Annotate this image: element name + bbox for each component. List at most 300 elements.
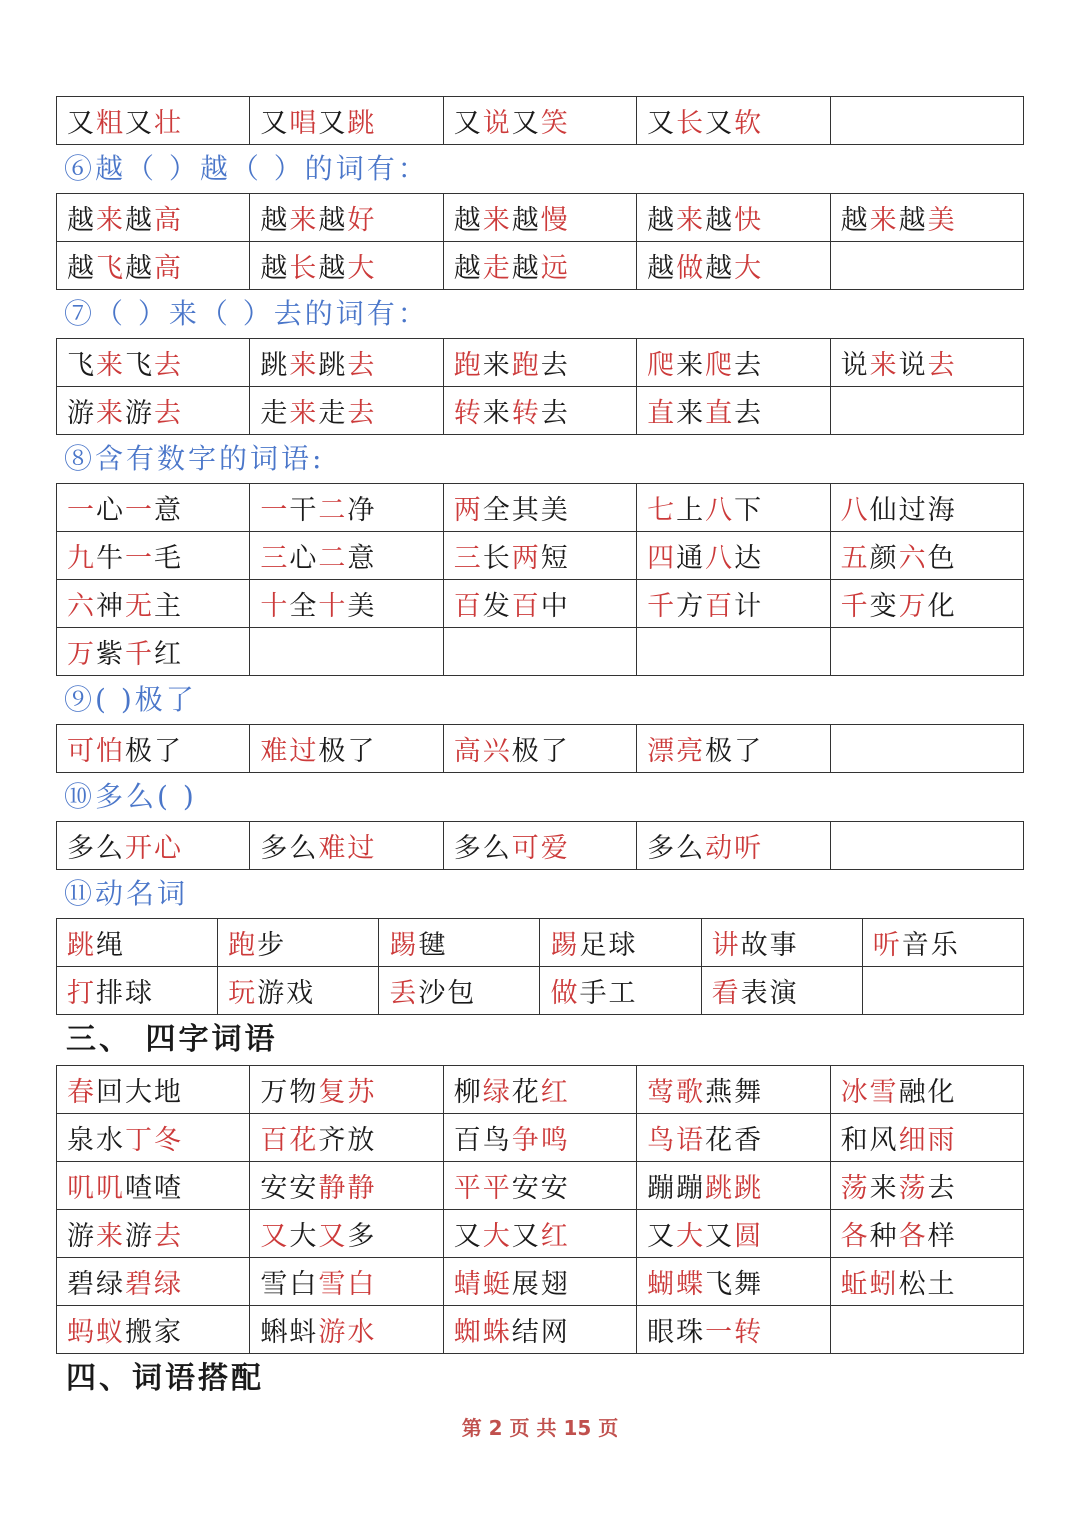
highlighted-chars: 跳跳	[705, 1173, 764, 1204]
highlighted-chars: 各	[840, 1221, 870, 1252]
table-row	[57, 532, 1024, 580]
highlighted-chars: 百	[453, 591, 483, 622]
plain-chars: 中	[540, 591, 570, 622]
word-table	[56, 724, 1024, 773]
highlighted-chars: 可怕	[67, 736, 125, 767]
highlighted-chars: 去	[927, 350, 957, 381]
highlighted-chars: 来	[289, 398, 319, 429]
plain-chars: 安安	[511, 1173, 570, 1204]
word-cell	[57, 532, 250, 580]
plain-chars: 海	[927, 495, 957, 526]
word-cell	[637, 822, 830, 870]
plain-chars: 松土	[898, 1269, 957, 1300]
highlighted-chars: 三	[260, 543, 290, 574]
highlighted-chars: 走	[482, 253, 512, 284]
word-cell	[443, 725, 636, 773]
plain-chars: 越	[647, 205, 677, 236]
highlighted-chars: 说	[482, 108, 512, 139]
highlighted-chars: 碧绿	[125, 1269, 183, 1300]
word-cell	[250, 339, 443, 387]
word-cell	[637, 1306, 830, 1354]
highlighted-chars: 复苏	[318, 1077, 377, 1108]
plain-chars: 净	[347, 495, 377, 526]
highlighted-chars: 来	[289, 205, 319, 236]
plain-chars: 越	[705, 253, 735, 284]
word-cell	[443, 242, 636, 290]
category-heading: ⑧含有数字的词语:	[64, 442, 325, 475]
highlighted-chars: 飞	[96, 253, 125, 284]
highlighted-chars: 来	[869, 350, 899, 381]
plain-chars: 越	[705, 205, 735, 236]
table-row	[57, 1162, 1024, 1210]
highlighted-chars: 直	[647, 398, 677, 429]
highlighted-chars: 十	[260, 591, 290, 622]
highlighted-chars: 高兴	[453, 736, 512, 767]
plain-chars: 意	[347, 543, 377, 574]
plain-chars: 牛	[96, 543, 125, 574]
highlighted-chars: 雪白	[318, 1269, 377, 1300]
plain-chars: 又	[125, 108, 154, 139]
table-row	[57, 1258, 1024, 1306]
plain-chars: 越	[67, 205, 96, 236]
highlighted-chars: 打	[67, 978, 96, 1009]
highlighted-chars: 争鸣	[511, 1125, 570, 1156]
word-cell	[250, 1258, 443, 1306]
word-cell	[57, 1306, 250, 1354]
plain-chars: 花	[511, 1077, 541, 1108]
highlighted-chars: 红	[540, 1221, 570, 1252]
plain-chars: 又	[511, 1221, 541, 1252]
category-heading: ⑨( )极了	[64, 683, 197, 716]
word-cell	[540, 967, 701, 1015]
table-row	[57, 1306, 1024, 1354]
highlighted-chars: 万	[898, 591, 928, 622]
plain-chars: 排球	[96, 978, 154, 1009]
highlighted-chars: 来	[676, 205, 706, 236]
plain-chars: 越	[453, 253, 483, 284]
plain-chars: 色	[927, 543, 957, 574]
highlighted-chars: 来	[482, 205, 512, 236]
plain-chars: 融化	[898, 1077, 957, 1108]
plain-chars: 越	[511, 205, 541, 236]
plain-chars: 神	[96, 591, 125, 622]
highlighted-chars: 荡	[898, 1173, 928, 1204]
highlighted-chars: 又	[260, 1221, 290, 1252]
word-cell	[250, 1162, 443, 1210]
plain-chars: 回大地	[96, 1077, 183, 1108]
highlighted-chars: 来	[96, 1221, 125, 1252]
highlighted-chars: 讲	[711, 930, 741, 961]
highlighted-chars: 踢	[550, 930, 580, 961]
plain-chars: 越	[840, 205, 870, 236]
word-cell	[250, 387, 443, 435]
table-row	[57, 242, 1024, 290]
category-heading: ⑥越（ ）越（ ）的词有：	[64, 152, 429, 185]
category-heading: ⑪动名词	[64, 877, 189, 910]
plain-chars: 去	[734, 350, 764, 381]
highlighted-chars: 爬	[705, 350, 735, 381]
word-cell	[443, 97, 636, 145]
highlighted-chars: 二	[318, 543, 348, 574]
highlighted-chars: 大	[482, 1221, 512, 1252]
plain-chars: 多么	[453, 833, 512, 864]
highlighted-chars: 去	[154, 1221, 183, 1252]
word-table	[56, 821, 1024, 870]
highlighted-chars: 一	[260, 495, 290, 526]
highlighted-chars: 蝴蝶	[647, 1269, 706, 1300]
word-cell	[637, 194, 830, 242]
word-table	[56, 193, 1024, 290]
table-row	[57, 1210, 1024, 1258]
plain-chars: 又	[260, 108, 290, 139]
highlighted-chars: 快	[734, 205, 764, 236]
highlighted-chars: 来	[869, 205, 899, 236]
plain-chars: 仙	[869, 495, 899, 526]
section-heading: 四、词语搭配	[66, 1361, 264, 1396]
highlighted-chars: 看	[711, 978, 741, 1009]
plain-chars: 说	[840, 350, 870, 381]
plain-chars: 安安	[260, 1173, 319, 1204]
highlighted-chars: 开心	[125, 833, 183, 864]
highlighted-chars: 十	[318, 591, 348, 622]
plain-chars: 越	[67, 253, 96, 284]
table-row	[57, 580, 1024, 628]
plain-chars: 又	[647, 108, 677, 139]
plain-chars: 又	[511, 108, 541, 139]
plain-chars: 多么	[260, 833, 319, 864]
highlighted-chars: 长	[676, 108, 706, 139]
highlighted-chars: 漂亮	[647, 736, 706, 767]
word-cell	[862, 967, 1023, 1015]
plain-chars: 达	[734, 543, 764, 574]
plain-chars: 又	[647, 1221, 677, 1252]
plain-chars: 又	[453, 1221, 483, 1252]
plain-chars: 走	[318, 398, 348, 429]
word-cell	[250, 1114, 443, 1162]
plain-chars: 去	[540, 398, 570, 429]
highlighted-chars: 笑	[540, 108, 570, 139]
document-page	[56, 96, 1024, 1404]
highlighted-chars: 难过	[318, 833, 377, 864]
highlighted-chars: 四	[647, 543, 677, 574]
highlighted-chars: 转	[511, 398, 541, 429]
word-table	[56, 483, 1024, 676]
word-cell	[830, 484, 1023, 532]
highlighted-chars: 高	[154, 205, 183, 236]
word-cell	[637, 242, 830, 290]
plain-chars: 百鸟	[453, 1125, 512, 1156]
plain-chars: 越	[125, 205, 154, 236]
table-row	[57, 1114, 1024, 1162]
highlighted-chars: 蚂蚁	[67, 1317, 125, 1348]
plain-chars: 又	[318, 108, 348, 139]
highlighted-chars: 九	[67, 543, 96, 574]
plain-chars: 越	[318, 253, 348, 284]
word-cell	[862, 919, 1023, 967]
highlighted-chars: 跑	[511, 350, 541, 381]
word-cell	[443, 339, 636, 387]
plain-chars: 极了	[125, 736, 183, 767]
plain-chars: 游	[67, 398, 96, 429]
plain-chars: 种	[869, 1221, 899, 1252]
table-row	[57, 339, 1024, 387]
plain-chars: 越	[260, 253, 290, 284]
plain-chars: 多么	[67, 833, 125, 864]
empty-cell	[830, 822, 1023, 870]
word-cell	[218, 919, 379, 967]
plain-chars: 绳	[96, 930, 125, 961]
plain-chars: 说	[898, 350, 928, 381]
word-cell	[250, 194, 443, 242]
plain-chars: 越	[511, 253, 541, 284]
plain-chars: 游	[125, 398, 154, 429]
highlighted-chars: 爬	[647, 350, 677, 381]
word-cell	[57, 725, 250, 773]
plain-chars: 游	[125, 1221, 154, 1252]
word-cell	[250, 1306, 443, 1354]
plain-chars: 又	[453, 108, 483, 139]
highlighted-chars: 粗	[96, 108, 125, 139]
word-cell	[250, 242, 443, 290]
highlighted-chars: 大	[734, 253, 764, 284]
highlighted-chars: 七	[647, 495, 677, 526]
word-cell	[250, 532, 443, 580]
word-cell	[57, 1258, 250, 1306]
highlighted-chars: 来	[96, 205, 125, 236]
plain-chars: 搬家	[125, 1317, 183, 1348]
word-table	[56, 338, 1024, 435]
highlighted-chars: 叽叽	[67, 1173, 125, 1204]
plain-chars: 泉水	[67, 1125, 125, 1156]
plain-chars: 来	[676, 398, 706, 429]
highlighted-chars: 可爱	[511, 833, 570, 864]
word-cell	[57, 484, 250, 532]
highlighted-chars: 慢	[540, 205, 570, 236]
plain-chars: 柳	[453, 1077, 483, 1108]
word-cell	[637, 725, 830, 773]
highlighted-chars: 软	[734, 108, 764, 139]
highlighted-chars: 远	[540, 253, 570, 284]
highlighted-chars: 冰雪	[840, 1077, 899, 1108]
word-cell	[830, 1162, 1023, 1210]
plain-chars: 又	[67, 108, 96, 139]
plain-chars: 去	[540, 350, 570, 381]
empty-cell	[830, 725, 1023, 773]
highlighted-chars: 静静	[318, 1173, 377, 1204]
highlighted-chars: 春	[67, 1077, 96, 1108]
table-row	[57, 1066, 1024, 1114]
word-cell	[250, 1066, 443, 1114]
word-cell	[443, 1114, 636, 1162]
word-cell	[57, 194, 250, 242]
plain-chars: 结网	[511, 1317, 570, 1348]
highlighted-chars: 又	[318, 1221, 348, 1252]
table-row	[57, 967, 1024, 1015]
section-heading: 三、 四字词语	[66, 1022, 278, 1057]
plain-chars: 碧绿	[67, 1269, 125, 1300]
plain-chars: 毛	[154, 543, 183, 574]
word-cell	[57, 1066, 250, 1114]
word-cell	[379, 967, 540, 1015]
plain-chars: 大	[289, 1221, 319, 1252]
word-cell	[250, 97, 443, 145]
word-cell	[250, 1210, 443, 1258]
plain-chars: 走	[260, 398, 290, 429]
word-cell	[830, 1210, 1023, 1258]
plain-chars: 游	[67, 1221, 96, 1252]
highlighted-chars: 来	[96, 398, 125, 429]
plain-chars: 越	[125, 253, 154, 284]
plain-chars: 多么	[647, 833, 706, 864]
plain-chars: 主	[154, 591, 183, 622]
highlighted-chars: 丢	[389, 978, 419, 1009]
highlighted-chars: 无	[125, 591, 154, 622]
plain-chars: 沙包	[418, 978, 477, 1009]
word-cell	[250, 822, 443, 870]
highlighted-chars: 去	[154, 398, 183, 429]
plain-chars: 化	[927, 591, 957, 622]
plain-chars: 其	[511, 495, 541, 526]
highlighted-chars: 八	[840, 495, 870, 526]
highlighted-chars: 一	[125, 495, 154, 526]
highlighted-chars: 五	[840, 543, 870, 574]
table-row	[57, 822, 1024, 870]
plain-chars: 齐放	[318, 1125, 377, 1156]
plain-chars: 心	[289, 543, 319, 574]
plain-chars: 又	[705, 1221, 735, 1252]
highlighted-chars: 转	[453, 398, 483, 429]
highlighted-chars: 去	[347, 398, 377, 429]
word-cell	[830, 1114, 1023, 1162]
highlighted-chars: 直	[705, 398, 735, 429]
highlighted-chars: 莺歌	[647, 1077, 706, 1108]
highlighted-chars: 跳	[347, 108, 377, 139]
plain-chars: 燕舞	[705, 1077, 764, 1108]
plain-chars: 万物	[260, 1077, 319, 1108]
word-cell	[57, 967, 218, 1015]
word-cell	[637, 1258, 830, 1306]
highlighted-chars: 荡	[840, 1173, 870, 1204]
highlighted-chars: 高	[154, 253, 183, 284]
highlighted-chars: 平平	[453, 1173, 512, 1204]
plain-chars: 去	[734, 398, 764, 429]
highlighted-chars: 万	[67, 639, 96, 670]
word-cell	[218, 967, 379, 1015]
plain-chars: 跳	[260, 350, 290, 381]
table-row	[57, 725, 1024, 773]
table-row	[57, 387, 1024, 435]
plain-chars: 颜	[869, 543, 899, 574]
word-cell	[830, 97, 1023, 145]
highlighted-chars: 唱	[289, 108, 319, 139]
plain-chars: 全	[289, 591, 319, 622]
highlighted-chars: 蚯蚓	[840, 1269, 899, 1300]
highlighted-chars: 绿	[482, 1077, 512, 1108]
highlighted-chars: 来	[96, 350, 125, 381]
word-cell	[443, 532, 636, 580]
word-cell	[637, 628, 830, 676]
word-cell	[701, 967, 862, 1015]
word-cell	[57, 580, 250, 628]
plain-chars: 短	[540, 543, 570, 574]
category-heading: ⑦（ ）来（ ）去的词有：	[64, 297, 429, 330]
plain-chars: 音乐	[901, 930, 960, 961]
word-cell	[57, 97, 250, 145]
word-cell	[443, 580, 636, 628]
highlighted-chars: 百	[705, 591, 735, 622]
plain-chars: 游戏	[257, 978, 316, 1009]
plain-chars: 足球	[579, 930, 638, 961]
highlighted-chars: 去	[154, 350, 183, 381]
table-row	[57, 484, 1024, 532]
word-cell	[637, 387, 830, 435]
plain-chars: 心	[96, 495, 125, 526]
word-cell	[637, 580, 830, 628]
word-cell	[57, 1114, 250, 1162]
table-row	[57, 97, 1024, 145]
word-cell	[250, 725, 443, 773]
plain-chars: 雪白	[260, 1269, 319, 1300]
plain-chars: 跳	[318, 350, 348, 381]
highlighted-chars: 八	[705, 495, 735, 526]
word-cell	[830, 1258, 1023, 1306]
highlighted-chars: 鸟语	[647, 1125, 706, 1156]
word-cell	[443, 1066, 636, 1114]
highlighted-chars: 跳	[67, 930, 96, 961]
plain-chars: 红	[154, 639, 183, 670]
plain-chars: 飞舞	[705, 1269, 764, 1300]
highlighted-chars: 千	[125, 639, 154, 670]
highlighted-chars: 壮	[154, 108, 183, 139]
plain-chars: 越	[898, 205, 928, 236]
plain-chars: 花香	[705, 1125, 764, 1156]
plain-chars: 展翅	[511, 1269, 570, 1300]
plain-chars: 上	[676, 495, 706, 526]
plain-chars: 意	[154, 495, 183, 526]
plain-chars: 通	[676, 543, 706, 574]
word-cell	[443, 194, 636, 242]
plain-chars: 蹦蹦	[647, 1173, 706, 1204]
word-cell	[57, 387, 250, 435]
highlighted-chars: 难过	[260, 736, 319, 767]
word-cell	[443, 822, 636, 870]
plain-chars: 过	[898, 495, 928, 526]
plain-chars: 发	[482, 591, 512, 622]
word-cell	[637, 339, 830, 387]
highlighted-chars: 细雨	[898, 1125, 957, 1156]
plain-chars: 手工	[579, 978, 638, 1009]
plain-chars: 喳喳	[125, 1173, 183, 1204]
word-table	[56, 96, 1024, 145]
plain-chars: 干	[289, 495, 319, 526]
plain-chars: 美	[540, 495, 570, 526]
highlighted-chars: 六	[898, 543, 928, 574]
word-cell	[443, 628, 636, 676]
highlighted-chars: 跑	[228, 930, 258, 961]
highlighted-chars: 一转	[705, 1317, 764, 1348]
word-cell	[830, 194, 1023, 242]
highlighted-chars: 玩	[228, 978, 258, 1009]
word-cell	[637, 1210, 830, 1258]
highlighted-chars: 长	[289, 253, 319, 284]
highlighted-chars: 圆	[734, 1221, 764, 1252]
plain-chars: 方	[676, 591, 706, 622]
plain-chars: 飞	[67, 350, 96, 381]
highlighted-chars: 游水	[318, 1317, 377, 1348]
word-cell	[57, 919, 218, 967]
highlighted-chars: 八	[705, 543, 735, 574]
plain-chars: 极了	[511, 736, 570, 767]
